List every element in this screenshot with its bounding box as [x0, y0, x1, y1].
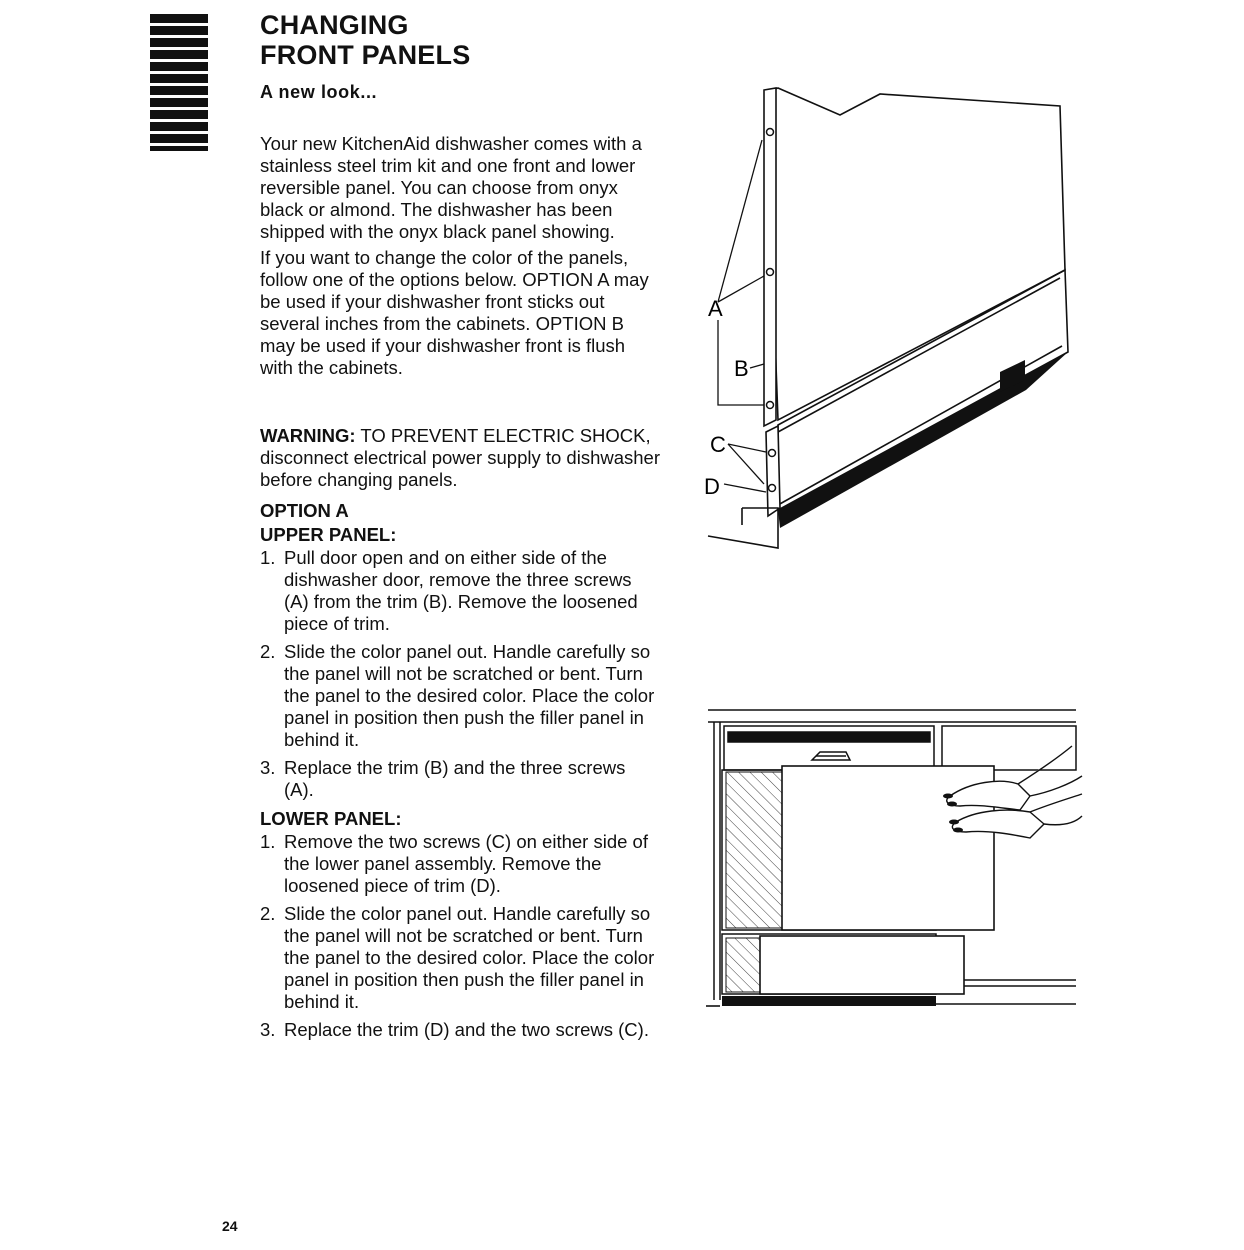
section-tab-marker	[150, 14, 208, 154]
page-number: 24	[222, 1218, 238, 1234]
list-item: 3. Replace the trim (B) and the three screws (A).	[260, 757, 626, 800]
lower-panel-heading: LOWER PANEL:	[260, 808, 402, 829]
callout-label-d: D	[704, 474, 720, 499]
title-line-2: FRONT PANELS	[260, 40, 471, 70]
list-item: 2. Slide the color panel out. Handle carefully so the panel will not be scratched or bent. Turn the panel to the desired color. Place the color panel in position then push the filler panel in behind it.	[260, 641, 655, 750]
text-column	[260, 10, 660, 1047]
upper-steps-list	[260, 547, 660, 801]
upper-panel-heading: UPPER PANEL:	[260, 524, 397, 545]
intro-paragraph-1: Your new KitchenAid dishwasher comes with a stainless steel trim kit and one front and lower reversible panel. You can choose from onyx black or almond. The dishwasher has been shipped with the onyx black panel showing.	[260, 133, 642, 242]
list-item: 3. Replace the trim (D) and the two screws (C).	[260, 1019, 649, 1040]
warning-text: TO PREVENT ELECTRIC SHOCK, disconnect electrical power supply to dishwasher before changing panels.	[260, 425, 661, 490]
callout-label-b: B	[734, 356, 749, 381]
list-item: 1. Remove the two screws (C) on either side of the lower panel assembly. Remove the loosened piece of trim (D).	[260, 831, 648, 896]
list-item: 1. Pull door open and on either side of the dishwasher door, remove the three screws (A) from the trim (B). Remove the loosened piece of trim.	[260, 547, 638, 634]
callout-label-c: C	[710, 432, 726, 457]
warning-label: WARNING:	[260, 425, 356, 446]
trim-panel-diagram	[700, 80, 1080, 560]
page-title	[260, 10, 660, 70]
slide-panel-illustration	[700, 700, 1090, 1020]
intro-paragraph-2: If you want to change the color of the panels, follow one of the options below. OPTION A may be used if your dishwasher front sticks out several inches from the cabinets. OPTION B may be used if your dishwasher front is flush with the cabinets.	[260, 247, 649, 378]
subtitle: A new look...	[260, 82, 378, 102]
lower-steps-list	[260, 831, 660, 1041]
title-line-1: CHANGING	[260, 10, 409, 40]
callout-label-a: A	[708, 296, 723, 321]
list-item: 2. Slide the color panel out. Handle carefully so the panel will not be scratched or bent. Turn the panel to the desired color. Place the color panel in position then push the filler panel in behind it.	[260, 903, 655, 1012]
option-heading: OPTION A	[260, 500, 349, 521]
warning-notice	[260, 425, 660, 491]
